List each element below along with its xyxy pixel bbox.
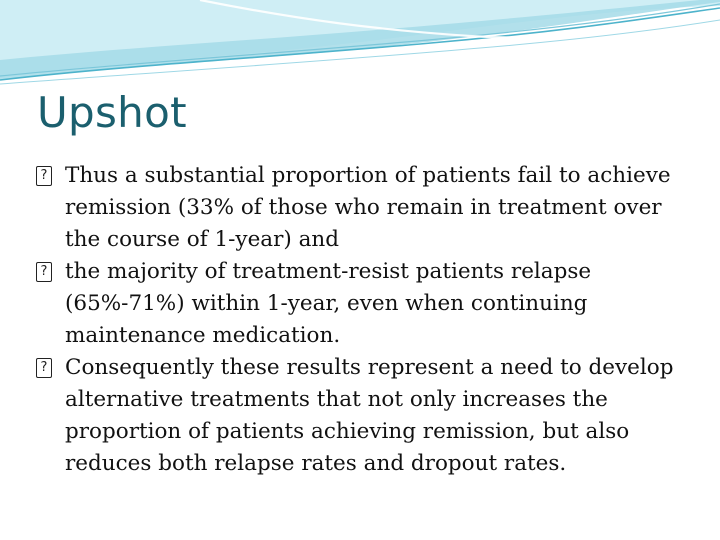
bullet-list xyxy=(36,160,696,480)
bullet-item xyxy=(36,160,696,256)
bullet-text: the majority of treatment-resist patients relapse (65%-71%) within 1-year, even when continuing maintenance medication. xyxy=(65,259,592,348)
missing-glyph-icon: ? xyxy=(36,166,52,186)
slide-title: Upshot xyxy=(37,88,187,137)
bullet-text: Consequently these results represent a need to develop alternative treatments that not only increases the proportion of patients achieving remission, but also reduces both relapse rates and dropout rates. xyxy=(65,355,674,476)
bullet-item xyxy=(36,352,696,480)
missing-glyph-icon: ? xyxy=(36,262,52,282)
bullet-item xyxy=(36,256,696,352)
bullet-text: Thus a substantial proportion of patients fail to achieve remission (33% of those who remain in treatment over the course of 1-year) and xyxy=(65,163,671,252)
missing-glyph-icon: ? xyxy=(36,358,52,378)
decorative-wave-header xyxy=(0,0,720,90)
